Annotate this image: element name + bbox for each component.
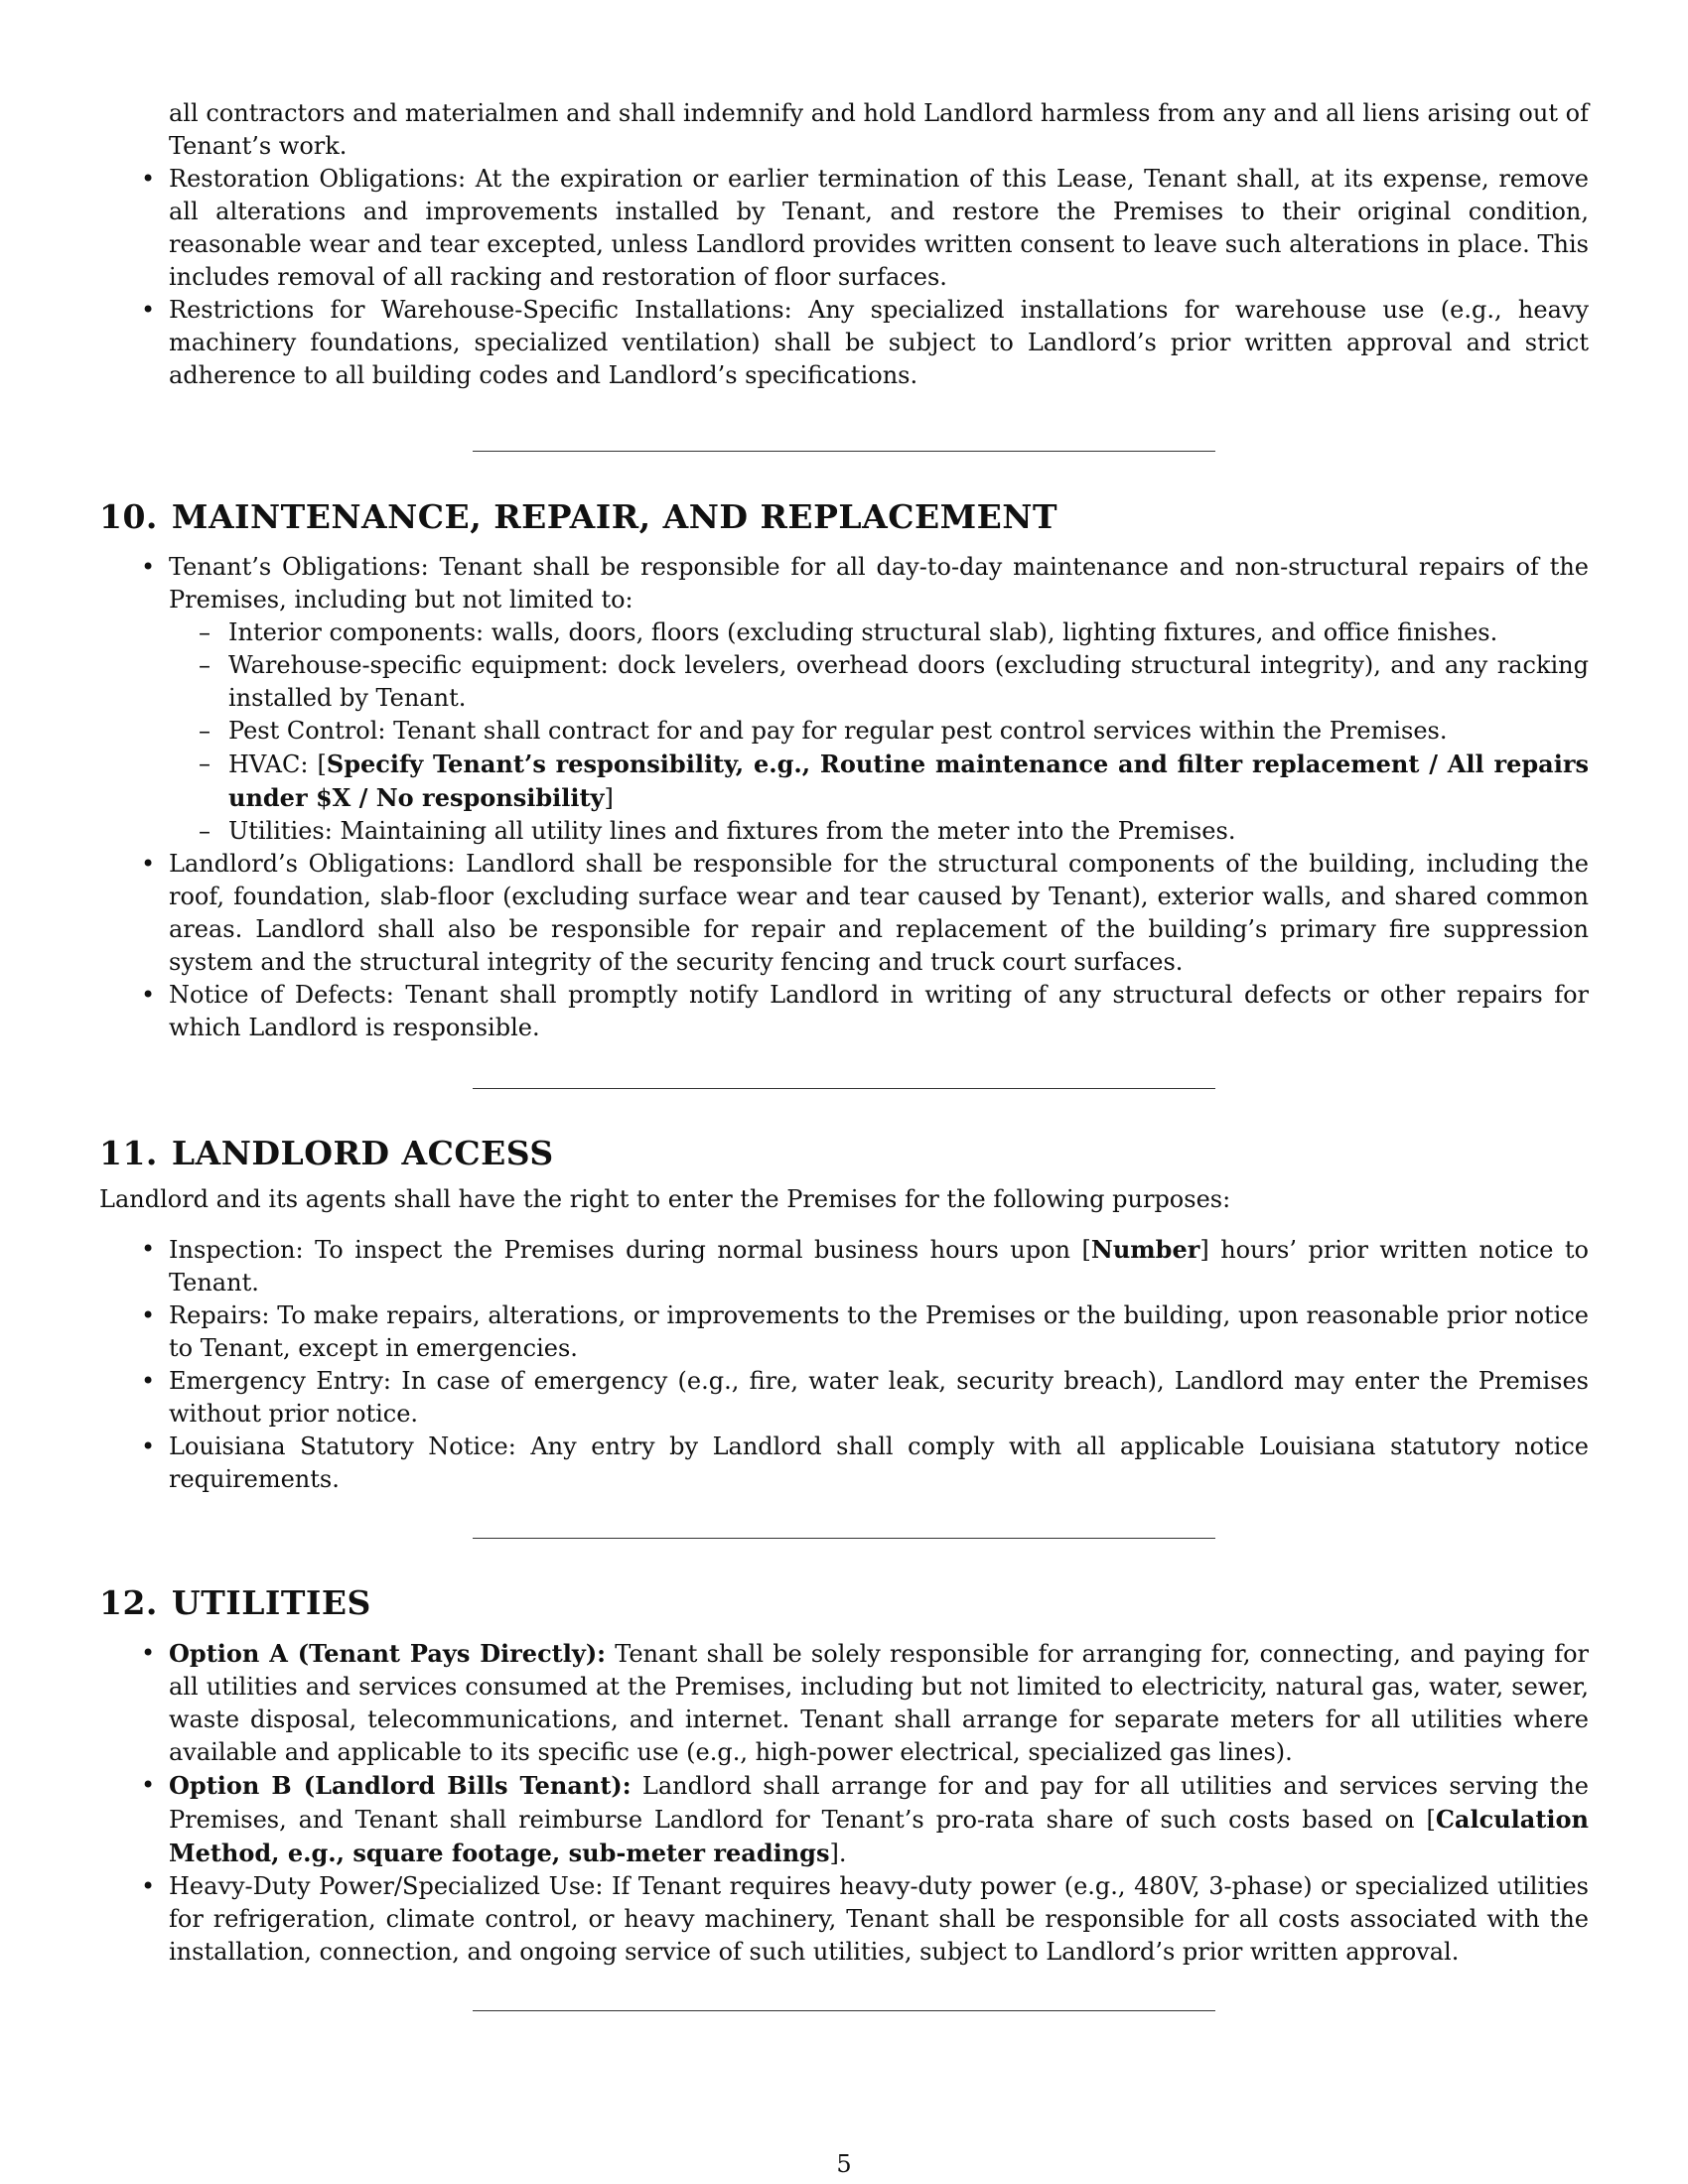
list-item-inspection: • Inspection: To inspect the Premises during normal business hours upon [Number] hours’ prior written notice to Tenant. [99, 1233, 1589, 1299]
section-divider [473, 451, 1215, 452]
section-10-heading: 10. MAINTENANCE, REPAIR, AND REPLACEMENT [99, 497, 1058, 536]
section-11-heading: 11. LANDLORD ACCESS [99, 1134, 554, 1172]
list-item-notice-of-defects: • Notice of Defects: Tenant shall promptly notify Landlord in writing of any structural defects or other repairs for which Landlord is responsible. [99, 979, 1589, 1044]
section-10-list [99, 551, 1589, 1044]
list-item-restoration: • Restoration Obligations: At the expiration or earlier termination of this Lease, Tenant shall, at its expense, remove all alterations and improvements installed by Tenant, and restore the Premises to their original condition, reasonable wear and tear excepted, unless Landlord provides written consent to leave such alterations in place. This includes removal of all racking and restoration of floor surfaces. [99, 163, 1589, 294]
section-divider [473, 1538, 1215, 1539]
list-item-repairs: • Repairs: To make repairs, alterations, or improvements to the Premises or the building, upon reasonable prior notice to Tenant, except in emergencies. [99, 1299, 1589, 1365]
section-11-list [99, 1233, 1589, 1496]
sublist-item-pest-control: – Pest Control: Tenant shall contract for and pay for regular pest control services within the Premises. [169, 715, 1589, 748]
continuation-list [99, 163, 1589, 392]
sublist-item-warehouse-equipment: – Warehouse-specific equipment: dock levelers, overhead doors (excluding structural integrity), and any racking installed by Tenant. [169, 649, 1589, 715]
document-page [99, 97, 1589, 2011]
list-item-tenant-obligations: • Tenant’s Obligations: Tenant shall be responsible for all day-to-day maintenance and non-structural repairs of the Premises, including but not limited to: – Interior components: walls, doors, floors (excluding structural slab), lighting fixtures, and office finishes. – Warehouse-specific equipment: dock levelers, overhead doors (excluding structural integrity), and any racking installed by Tenant. – Pest Control: Tenant shall contract for and pay for regular pest control services within the Premises. – HVAC: [Specify Tenant’s responsibility, e.g., Routine maintenance and filter replacement / All repairs under $X / No responsibility] – Utilities: Maintaining all utility lines and fixtures from the meter into the Premises. [99, 551, 1589, 848]
list-item-landlord-obligations: • Landlord’s Obligations: Landlord shall be responsible for the structural components of the building, including the roof, foundation, slab-floor (excluding surface wear and tear caused by Tenant), exterior walls, and shared common areas. Landlord shall also be responsible for repair and replacement of the building’s primary fire suppression system and the structural integrity of the security fencing and truck court surfaces. [99, 848, 1589, 979]
tenant-obligations-sublist [169, 616, 1589, 848]
sublist-item-utilities: – Utilities: Maintaining all utility lines and fixtures from the meter into the Premises. [169, 815, 1589, 848]
section-11-intro: Landlord and its agents shall have the right to enter the Premises for the following purposes: [99, 1185, 1231, 1213]
section-divider [473, 2010, 1215, 2011]
list-item-emergency-entry: • Emergency Entry: In case of emergency (e.g., fire, water leak, security breach), Landlord may enter the Premises without prior notice. [99, 1365, 1589, 1431]
list-item-warehouse-installations: • Restrictions for Warehouse-Specific Installations: Any specialized installations for warehouse use (e.g., heavy machinery foundations, specialized ventilation) shall be subject to Landlord’s prior written approval and strict adherence to all building codes and Landlord’s specifications. [99, 294, 1589, 392]
sublist-item-hvac: – HVAC: [Specify Tenant’s responsibility, e.g., Routine maintenance and filter replacement / All repairs under $X / No responsibility] [169, 748, 1589, 815]
list-item-option-a: • Option A (Tenant Pays Directly): Tenant shall be solely responsible for arranging for, connecting, and paying for all utilities and services consumed at the Premises, including but not limited to electricity, natural gas, water, sewer, waste disposal, telecommunications, and internet. Tenant shall arrange for separate meters for all utilities where available and applicable to its specific use (e.g., high-power electrical, specialized gas lines). [99, 1637, 1589, 1769]
sublist-item-interior: – Interior components: walls, doors, floors (excluding structural slab), lighting fixtures, and office finishes. [169, 616, 1589, 649]
section-divider [473, 1088, 1215, 1089]
list-item-louisiana-notice: • Louisiana Statutory Notice: Any entry by Landlord shall comply with all applicable Louisiana statutory notice requirements. [99, 1431, 1589, 1496]
list-item-option-b: • Option B (Landlord Bills Tenant): Landlord shall arrange for and pay for all utilities and services serving the Premises, and Tenant shall reimburse Landlord for Tenant’s pro-rata share of such costs based on [Calculation Method, e.g., square footage, sub-meter readings]. [99, 1769, 1589, 1870]
continuation-text: all contractors and materialmen and shall indemnify and hold Landlord harmless from any and all liens arising out of Tenant’s work. [169, 99, 1589, 160]
list-item-heavy-duty-power: • Heavy-Duty Power/Specialized Use: If Tenant requires heavy-duty power (e.g., 480V, 3-phase) or specialized utilities for refrigeration, climate control, or heavy machinery, Tenant shall be responsible for all costs associated with the installation, connection, and ongoing service of such utilities, subject to Landlord’s prior written approval. [99, 1870, 1589, 1969]
section-12-heading: 12. UTILITIES [99, 1583, 371, 1622]
page-number: 5 [836, 2150, 852, 2178]
section-12-list [99, 1637, 1589, 1969]
